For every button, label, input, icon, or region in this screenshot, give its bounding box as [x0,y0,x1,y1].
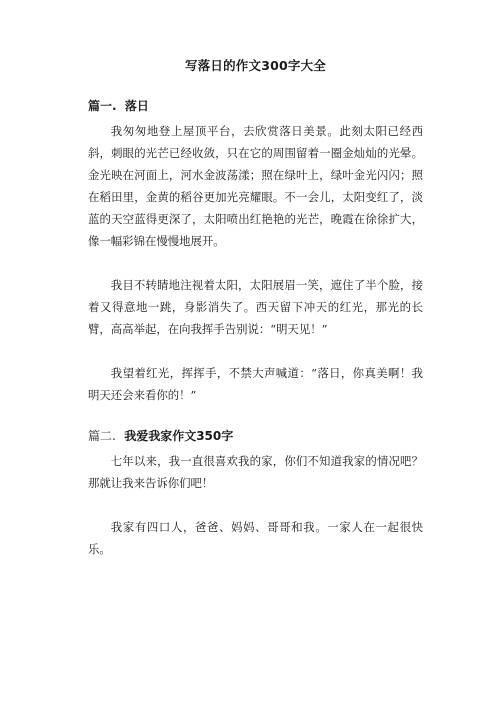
section-1 [88,98,423,428]
section-2-heading [88,428,423,444]
document-page [88,58,423,560]
section-2-title: 我爱我家作文350字 [124,429,234,443]
section-2-number: 篇二. [88,429,116,443]
section-1-paragraph-2: 我目不转睛地注视着太阳，太阳展眉一笑，遮住了半个脸，接着又得意地一跳，身影消失了。西天留下冲天的红光，那光的长臂，高高举起，在向我挥手告别说：“明天见！” [88,278,423,336]
section-1-title: 落日 [124,99,149,113]
paragraph-gap [88,340,423,362]
section-1-number: 篇一. [88,99,117,113]
section-2-paragraph-2: 我家有四口人，爸爸、妈妈、哥哥和我。一家人在一起很快乐。 [88,520,423,556]
section-2-paragraph-1: 七年以来，我一直很喜欢我的家，你们不知道我家的情况吧？那就让我来告诉你们吧！ [88,454,423,490]
paragraph-gap [88,252,423,274]
section-1-heading [88,98,423,114]
section-1-paragraph-1: 我匆匆地登上屋顶平台，去欣赏落日美景。此刻太阳已经西斜，刺眼的光芒已经收敛，只在它的周围留着一圈金灿灿的光晕。金光映在河面上，河水金波荡漾；照在绿叶上，绿叶金光闪闪；照在稻田里，金黄的稻谷更加光亮耀眼。不一会儿，太阳变红了，淡蓝的天空蓝得更深了，太阳喷出红艳艳的光芒，晚霞在徐徐扩大，像一幅彩锦在慢慢地展开。 [88,124,423,248]
document-title: 写落日的作文300字大全 [185,58,326,73]
paragraph-gap [88,406,423,428]
paragraph-gap [88,494,423,516]
section-2 [88,428,423,560]
section-1-paragraph-3: 我望着红光，挥挥手，不禁大声喊道：“落日，你真美啊！我明天还会来看你的！” [88,366,423,402]
